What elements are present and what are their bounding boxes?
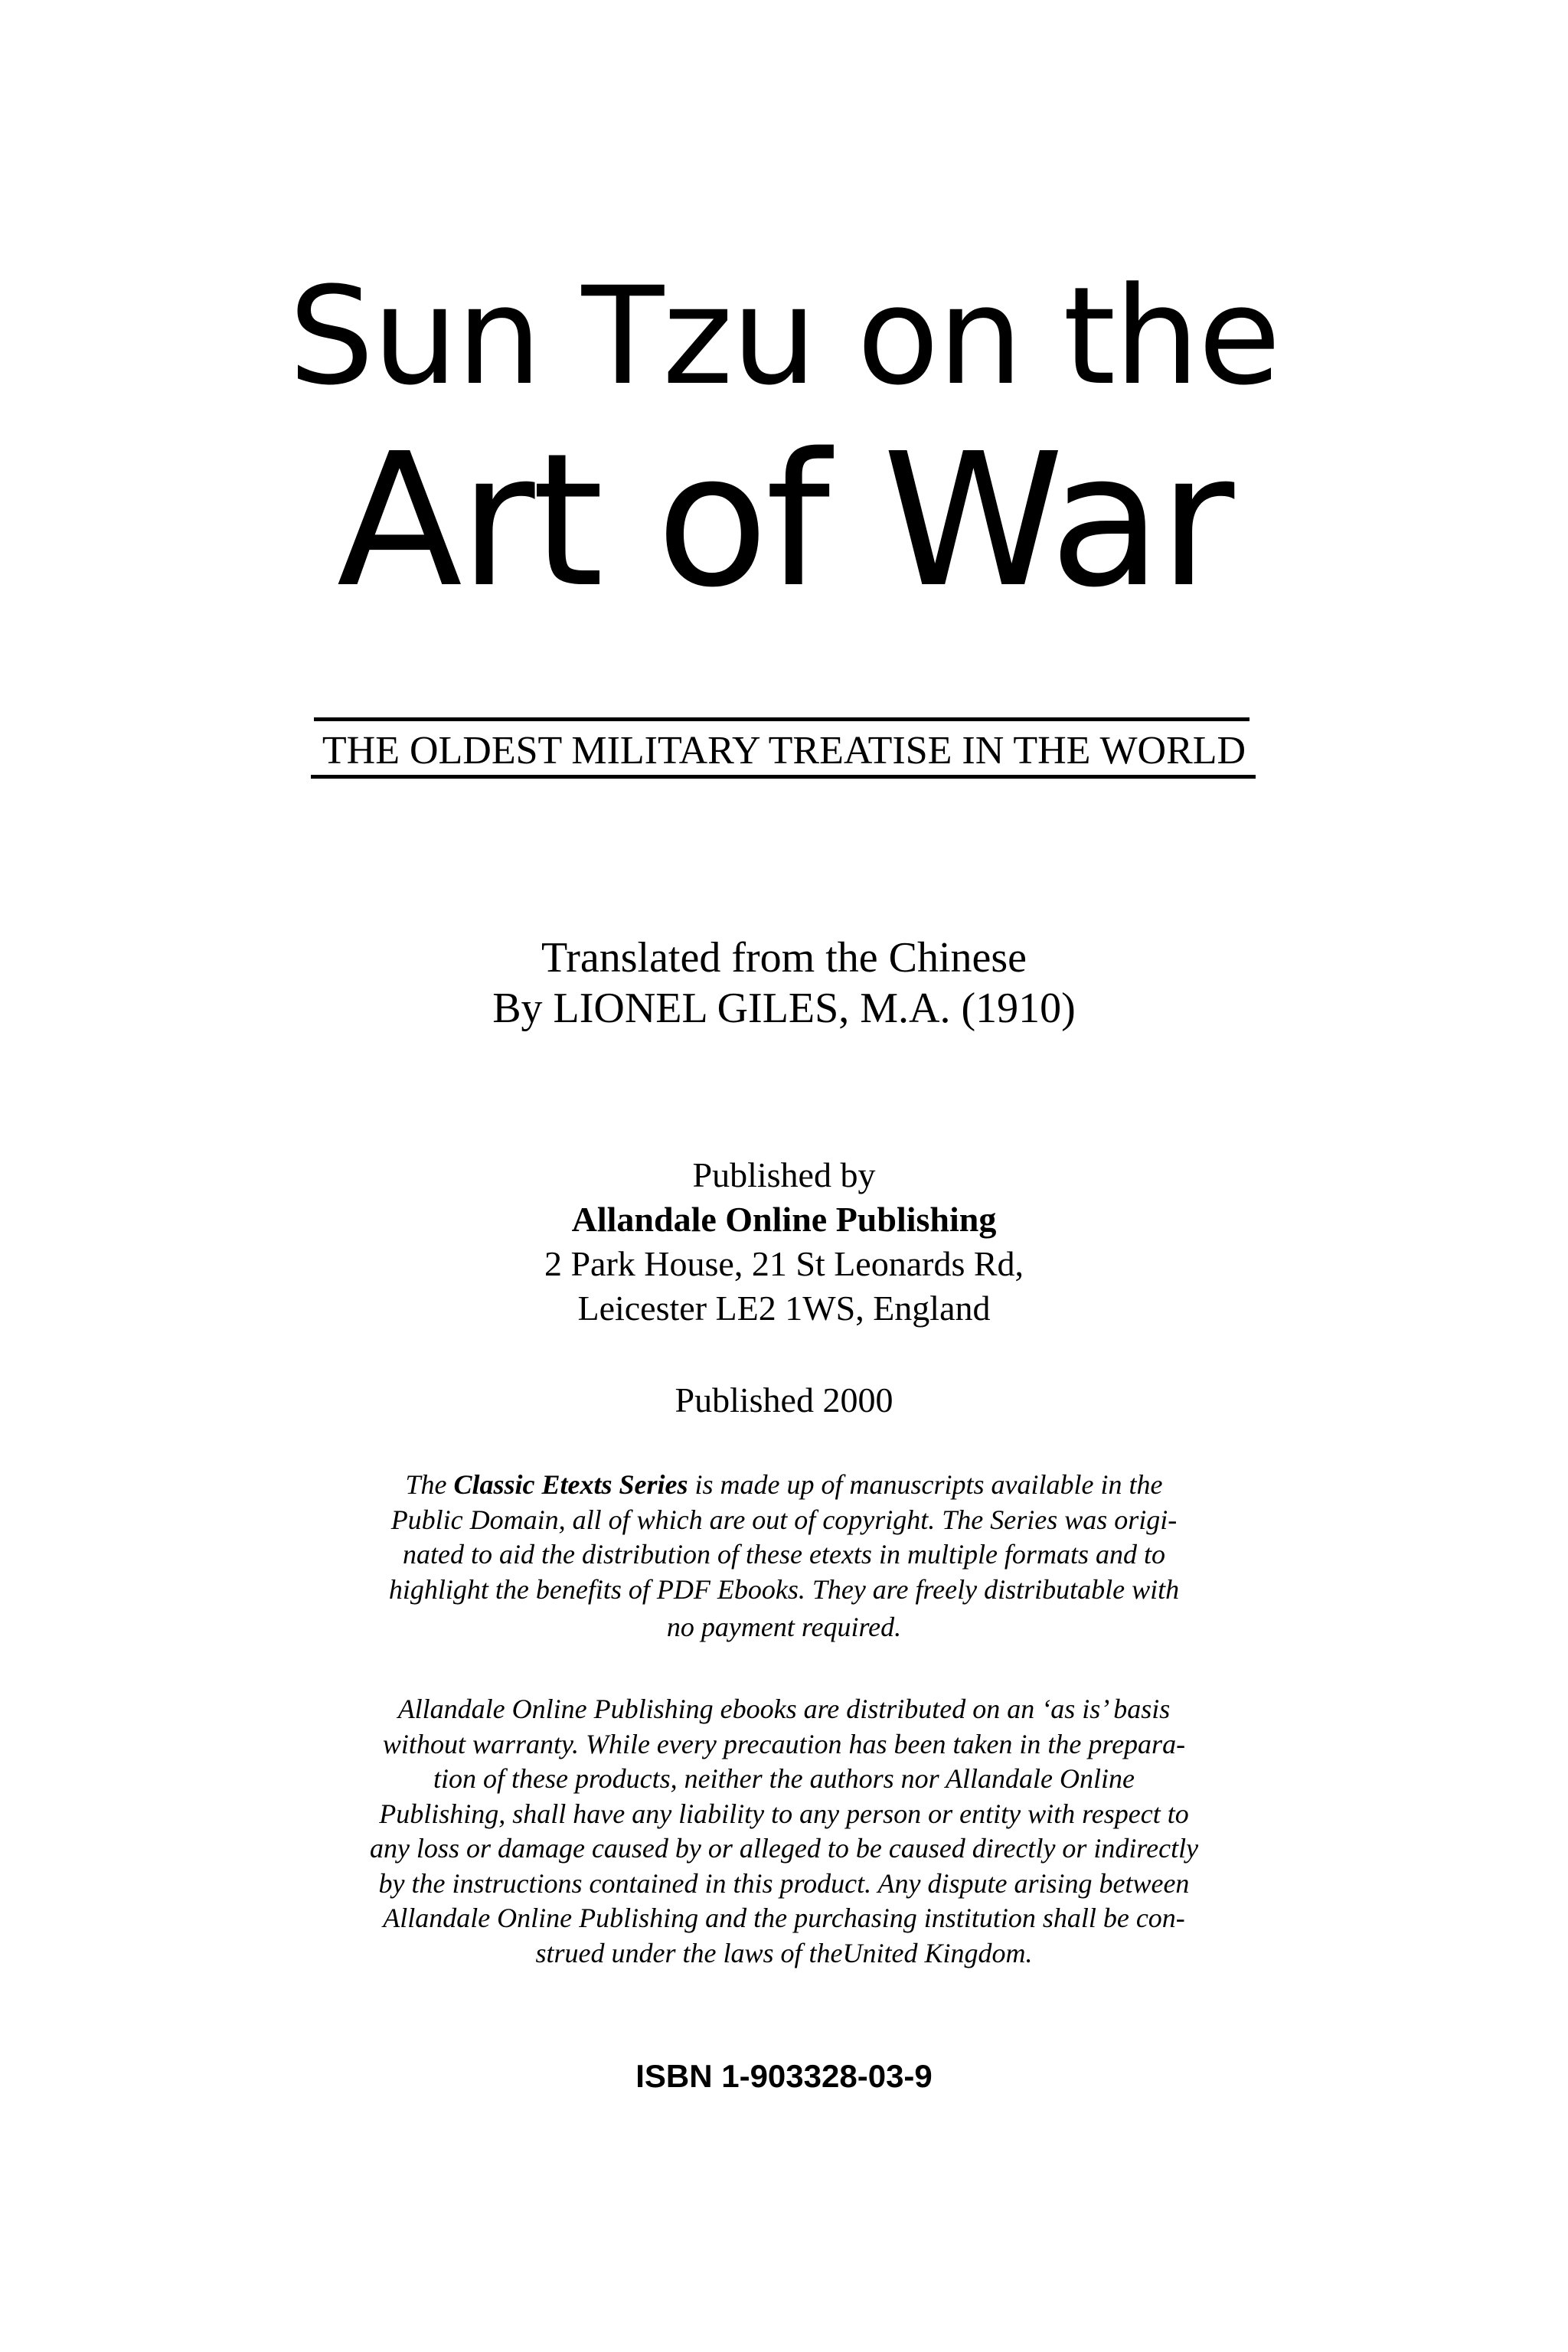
disclaimer-line: any loss or damage caused by or alleged to be caused directly or indirectly bbox=[369, 1833, 1199, 1864]
publisher-address-line2: Leicester LE2 1WS, England bbox=[577, 1289, 991, 1328]
series-note-line1-rest: is made up of manuscripts available in the bbox=[688, 1469, 1163, 1500]
subtitle-rule-bottom bbox=[311, 775, 1256, 779]
subtitle-rule-top bbox=[314, 717, 1250, 721]
disclaimer bbox=[0, 1692, 1568, 1971]
translation-line2: By LIONEL GILES, M.A. (1910) bbox=[492, 985, 1076, 1032]
published-by-label: Published by bbox=[692, 1155, 876, 1194]
series-note-line4: highlight the benefits of PDF Ebooks. They are freely distributable with bbox=[388, 1573, 1180, 1605]
disclaimer-line: strued under the laws of theUnited Kingdom. bbox=[535, 1937, 1033, 1968]
series-note-line1 bbox=[0, 1468, 1568, 1503]
publisher-address-line1: 2 Park House, 21 St Leonards Rd, bbox=[544, 1244, 1024, 1283]
book-title-line2: Art of War bbox=[336, 413, 1232, 628]
disclaimer-line: tion of these products, neither the authors nor Allandale Online bbox=[433, 1763, 1135, 1794]
disclaimer-line: Allandale Online Publishing and the purchasing institution shall be con- bbox=[383, 1903, 1185, 1933]
isbn: ISBN 1-903328-03-9 bbox=[635, 2058, 933, 2094]
translation-credit bbox=[0, 933, 1568, 1034]
series-note-line2: Public Domain, all of which are out of copyright. The Series was origi- bbox=[390, 1504, 1178, 1535]
series-note bbox=[0, 1468, 1568, 1645]
publisher-name: Allandale Online Publishing bbox=[571, 1200, 997, 1239]
publisher-block bbox=[0, 1153, 1568, 1331]
series-note-line3: nated to aid the distribution of these etexts in multiple formats and to bbox=[403, 1539, 1165, 1570]
series-note-lead: The bbox=[405, 1469, 454, 1500]
disclaimer-line: by the instructions contained in this product. Any dispute arising between bbox=[378, 1867, 1190, 1899]
disclaimer-line: Publishing, shall have any liability to any person or entity with respect to bbox=[379, 1798, 1189, 1829]
series-note-line5: no payment required. bbox=[666, 1612, 902, 1642]
book-subtitle: THE OLDEST MILITARY TREATISE IN THE WORLD bbox=[322, 729, 1246, 773]
series-name: Classic Etexts Series bbox=[453, 1469, 688, 1500]
translation-line1: Translated from the Chinese bbox=[541, 934, 1027, 982]
disclaimer-line: without warranty. While every precaution has been taken in the prepara- bbox=[382, 1728, 1186, 1759]
publication-year: Published 2000 bbox=[675, 1380, 893, 1419]
disclaimer-line: Allandale Online Publishing ebooks are distributed on an ‘as is’ basis bbox=[397, 1694, 1171, 1724]
book-title-line1: Sun Tzu on the bbox=[288, 258, 1280, 415]
